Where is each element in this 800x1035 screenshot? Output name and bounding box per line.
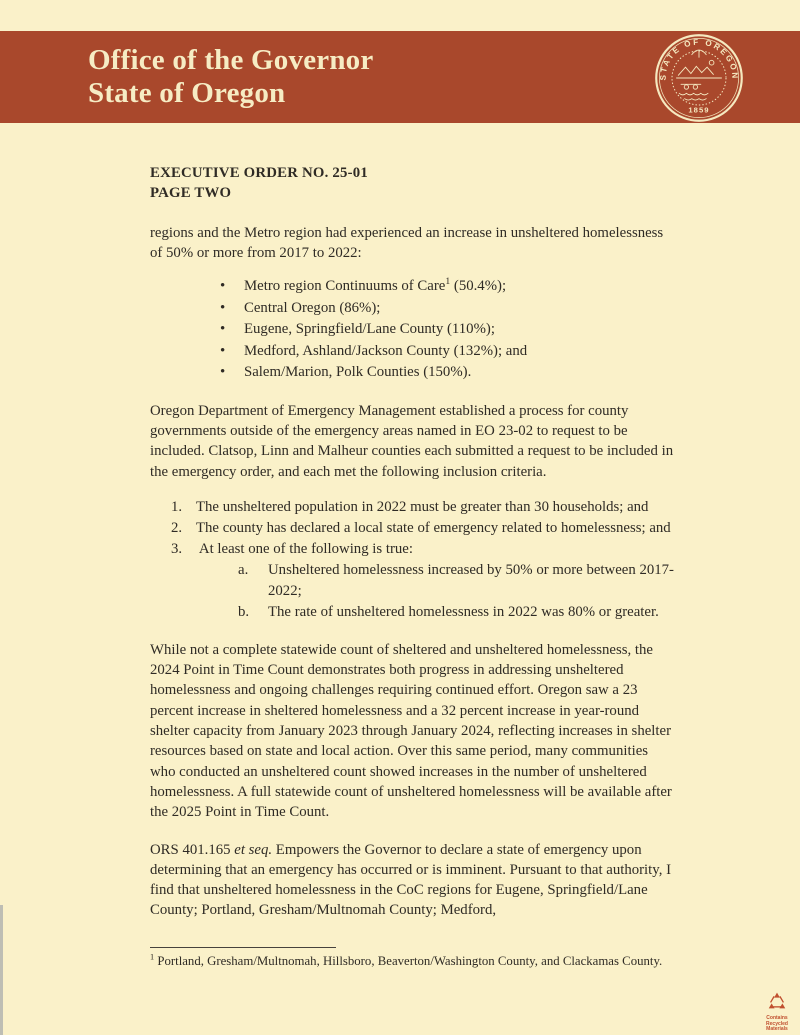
svg-text:STATE OF OREGON — [659, 38, 740, 81]
list-item: • Eugene, Springfield/Lane County (110%); — [244, 319, 677, 341]
letterhead-line2: State of Oregon — [88, 77, 286, 109]
intro-paragraph: regions and the Metro region had experienced an increase in unsheltered homelessness of 50% or more from 2017 to 2022: — [150, 224, 664, 261]
coc-region-list — [150, 276, 677, 384]
document-heading — [150, 163, 677, 204]
oregon-state-seal-icon — [654, 33, 744, 123]
ors-paragraph — [150, 840, 677, 921]
footnote — [150, 947, 677, 970]
page-number-line: PAGE TWO — [150, 185, 232, 202]
seal-year-text: 1859 — [688, 105, 710, 115]
criteria-list — [150, 497, 677, 623]
letterhead-banner — [0, 31, 800, 123]
eo-number-line: EXECUTIVE ORDER NO. 25-01 — [150, 165, 368, 181]
footnote-body: Portland, Gresham/Multnomah, Hillsboro, Beaverton/Washington County, and Clackamas County. — [154, 953, 663, 968]
ors-citation: ORS 401.165 — [150, 841, 235, 858]
list-item: • Central Oregon (86%); — [244, 298, 677, 320]
list-item — [196, 539, 677, 623]
bullet-text: (50.4%); — [450, 278, 507, 295]
recycle-icon — [767, 991, 787, 1010]
process-paragraph: Oregon Department of Emergency Management established a process for county governments outside of the emergency areas named in EO 23-02 to request to be included. Clatsop, Linn and Malheur counties each submitted a request to be included in the emergency order, and each met the following inclusion criteria. — [150, 402, 674, 480]
recycle-mark — [759, 991, 795, 1033]
list-item: • Medford, Ashland/Jackson County (132%); and — [244, 341, 677, 363]
et-seq-italic: et seq. — [234, 841, 273, 858]
bullet-text: Metro region Continuums of Care — [244, 278, 446, 295]
seal-emblem-icon — [677, 50, 722, 100]
seal-ring-text: STATE OF OREGON — [658, 37, 740, 81]
list-item: • Salem/Marion, Polk Counties (150%). — [244, 362, 677, 384]
list-item: Unsheltered homelessness increased by 50% or more between 2017-2022; — [268, 561, 674, 599]
list-item: The rate of unsheltered homelessness in 2022 was 80% or greater. — [268, 603, 659, 620]
list-item — [244, 276, 677, 298]
list-item: The unsheltered population in 2022 must be greater than 30 households; and — [196, 498, 649, 515]
list-item: The county has declared a local state of emergency related to homelessness; and — [196, 519, 671, 536]
footnote-separator — [150, 947, 336, 948]
footnote-marker: 1 — [150, 952, 155, 962]
pit-count-paragraph: While not a complete statewide count of sheltered and unsheltered homelessness, the 2024 Point in Time Count demonstrates both progress in addressing unsheltered homelessness and ongoing challenges requiring continued effort. Oregon saw a 23 percent increase in sheltered homelessness and a 32 percent increase in year-round shelter capacity from January 2023 through January 2024, reflecting increases in shelter resources based on state and local action. Over this same period, many communities who conducted an unsheltered count showed increases in the number of unsheltered homelessness. A full statewide count of unsheltered homelessness will be available after the 2025 Point in Time Count. — [150, 641, 672, 821]
scan-edge-artifact — [0, 905, 3, 1035]
footnote-reference: 1 — [445, 276, 451, 288]
document-body — [150, 163, 677, 970]
letterhead-title — [88, 44, 373, 110]
subcriteria-list — [196, 560, 677, 623]
footnote-text — [150, 953, 677, 970]
page-top-margin — [0, 0, 800, 31]
recycle-label: Contains Recycled Materials — [766, 1015, 788, 1033]
criteria-text: At least one of the following is true: — [198, 540, 413, 557]
letterhead-line1: Office of the Governor — [88, 44, 374, 76]
ors-text: Empowers the Governor to declare a state of emergency upon determining that an emergency has occurred or is imminent. Pursuant to that authority, I find that unsheltered homelessness in the CoC regions for Eugene, Springfield/Lane County; Portland, Gresham/Multnomah County; Medford, — [150, 841, 672, 919]
